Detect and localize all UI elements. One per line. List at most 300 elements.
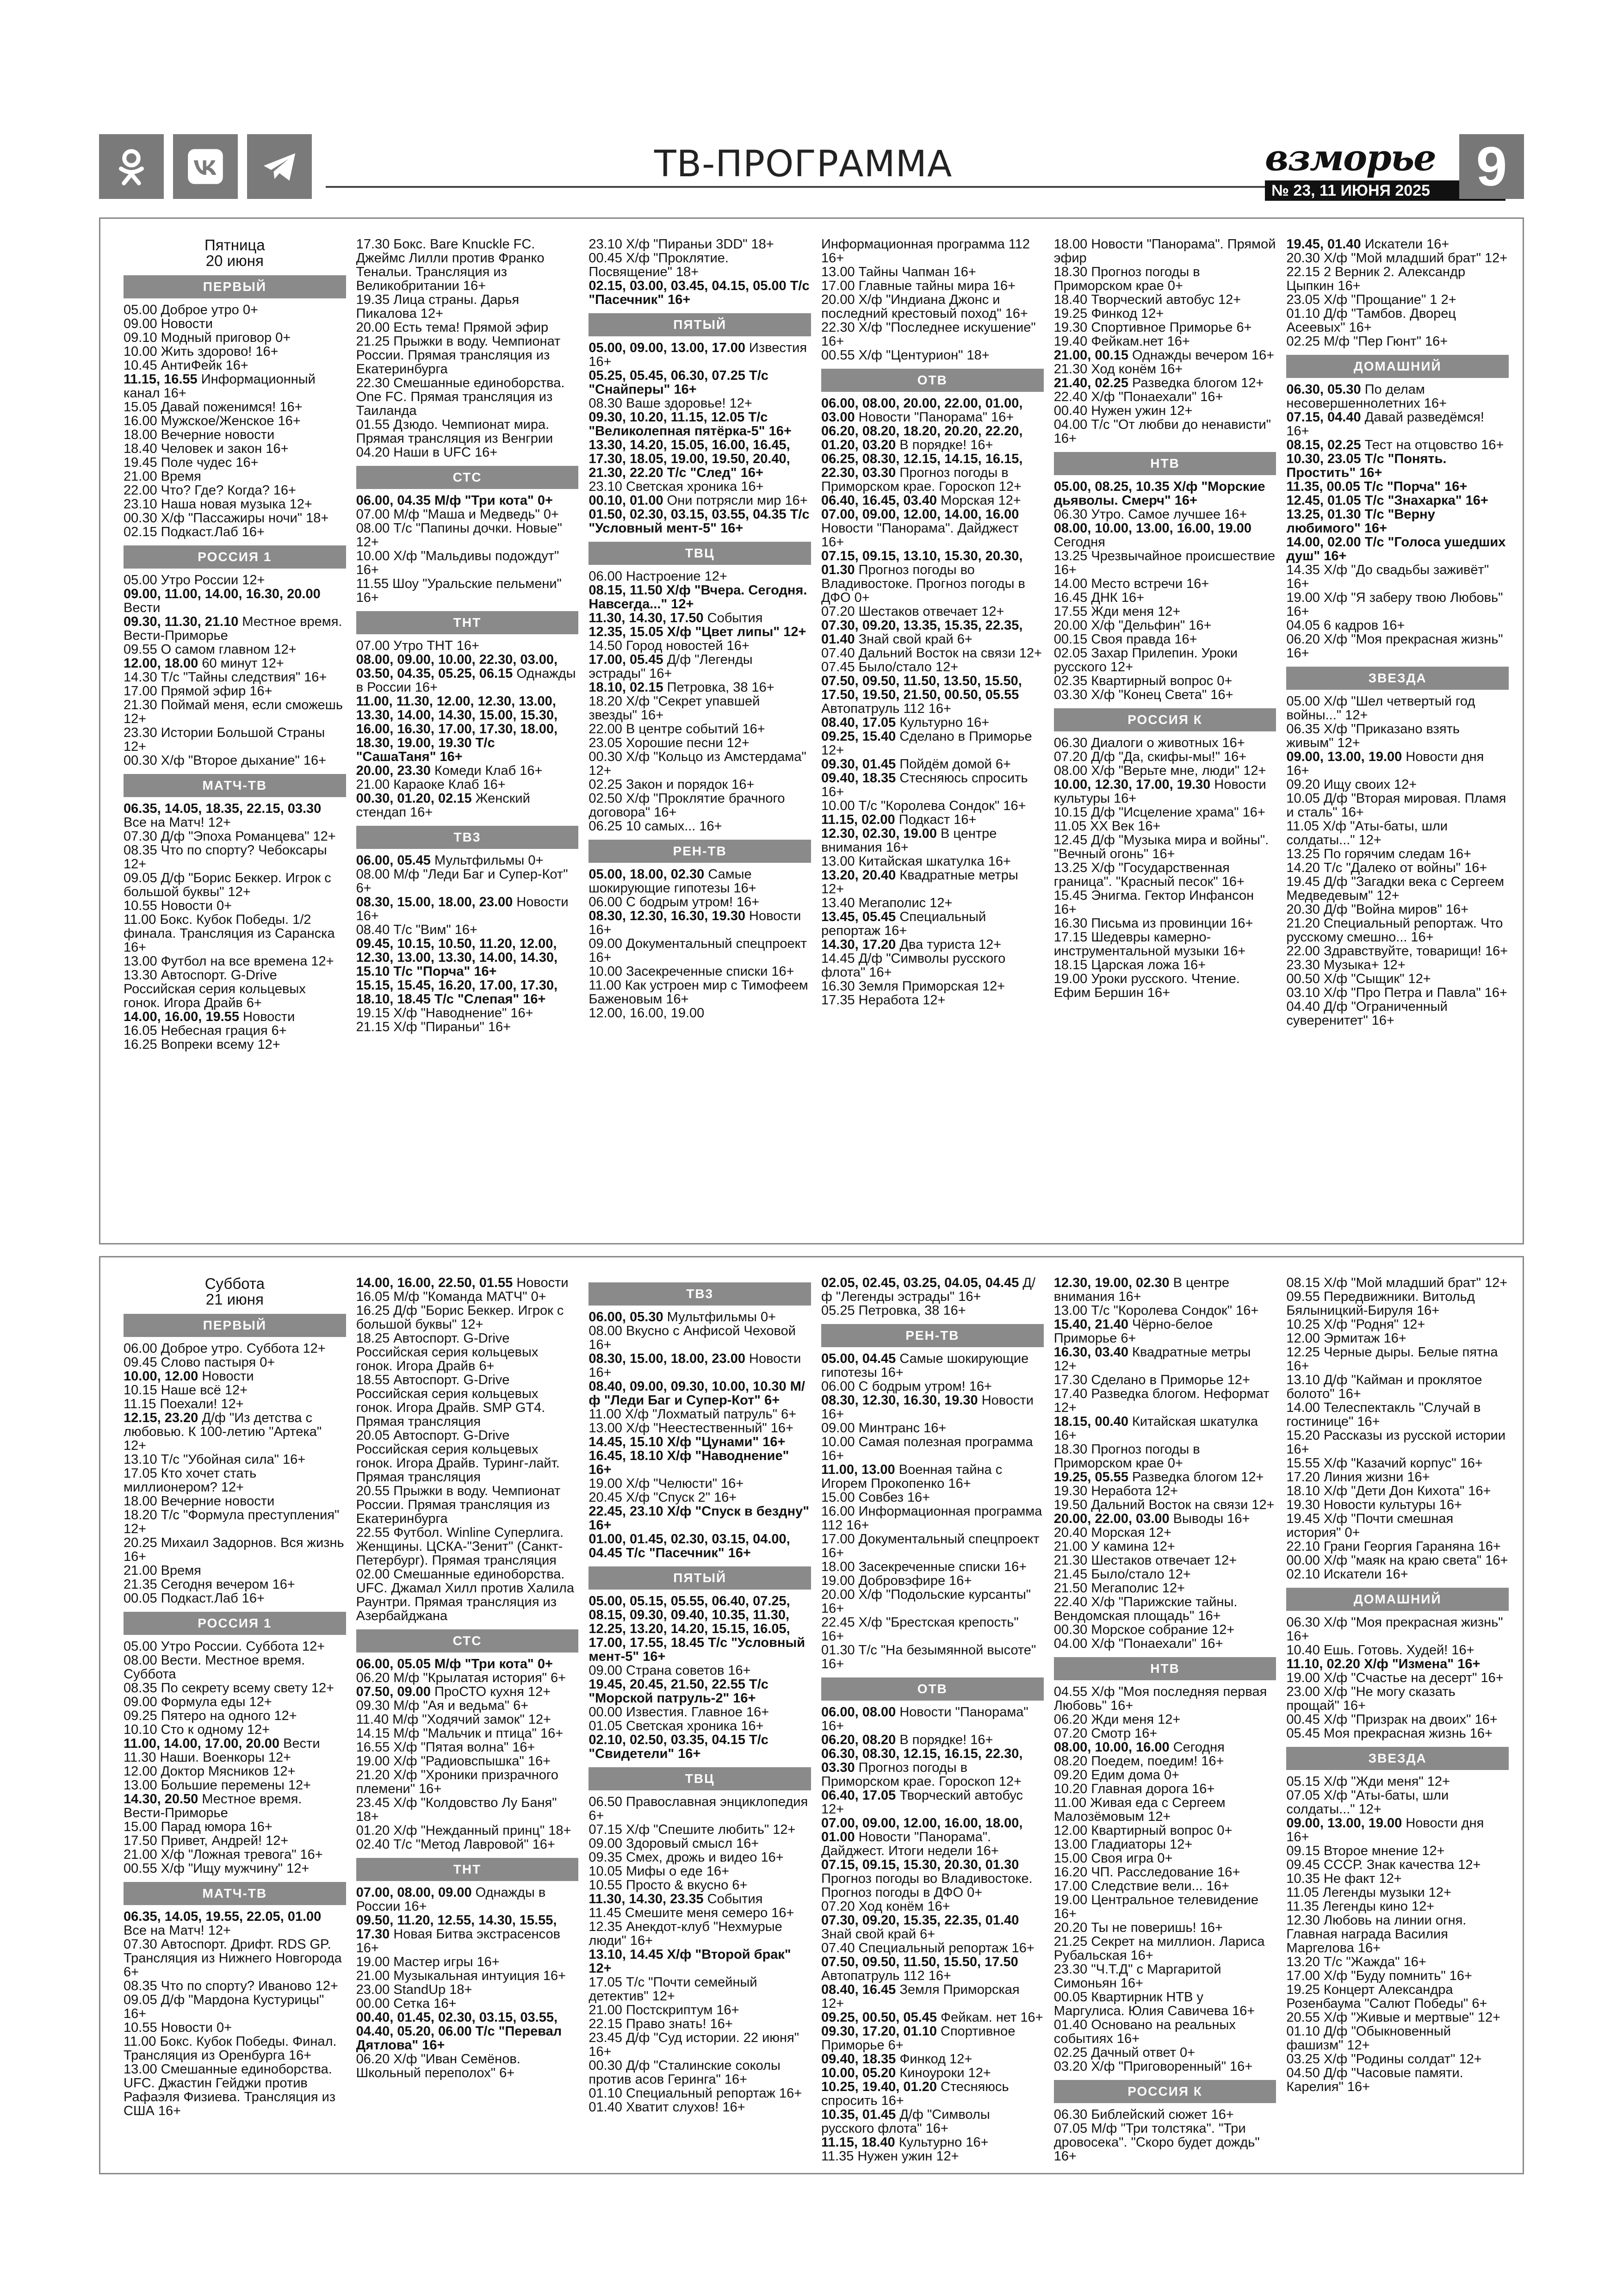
program-entry: 05.00 Х/ф "Шел четвертый год войны..." 12+ (1286, 694, 1475, 723)
program-entry: 07.30 Д/ф "Эпоха Романцева" 12+ (124, 829, 336, 844)
program-entry: 16.20 ЧП. Расследование 16+ (1053, 1865, 1240, 1880)
program-entry: 21.00 У камина 12+ (1053, 1539, 1175, 1554)
program-entry: 06.20 Х/ф "Иван Семёнов. Школьный переполох" 6+ (356, 2052, 520, 2080)
program-entry: 05.00, 08.25, 10.35 Х/ф "Морские дьяволы. Смерч" 16+ (1053, 479, 1265, 508)
program-entry: 06.30, 08.30, 12.15, 16.15, 22.30, 03.30 Прогноз погоды в Приморском крае. Гороскоп 12+ (821, 1746, 1023, 1789)
program-entry: 11.00 Х/ф "Лохматый патруль" 6+ (588, 1407, 797, 1422)
program-entry: 08.00 Вкусно с Анфисой Чеховой 16+ (588, 1324, 796, 1352)
program-entry: 09.55 Передвижники. Витольд Бялыницкий-Бируля 16+ (1286, 1289, 1475, 1318)
channel-header: ТНТ (356, 611, 579, 634)
program-entry: 09.30 М/ф "Ая и ведьма" 6+ (356, 1698, 529, 1713)
schedule-column (1054, 1276, 1276, 2164)
program-entry: 21.25 Прыжки в воду. Чемпионат России. Прямая трансляция из Екатеринбурга (356, 334, 561, 377)
program-entry: 09.30, 17.20, 01.10 Спортивное Приморье 6+ (821, 2024, 1016, 2053)
program-entry: 22.30 Смешанные единоборства. One FC. Прямая трансляция из Таиланда (356, 376, 565, 418)
program-entry: 12.30 Любовь на линии огня. Главная награда Василия Маргелова 16+ (1286, 1913, 1467, 1956)
program-entry: 08.00 Вести. Местное время. Суббота (124, 1653, 305, 1682)
program-entry: 21.50 Мегаполис 12+ (1053, 1581, 1185, 1596)
program-entry: 10.15 Наше всё 12+ (124, 1383, 248, 1398)
program-entry: 08.00 М/ф "Леди Баг и Супер-Кот" 6+ (356, 867, 568, 896)
schedule-column (356, 1276, 579, 2164)
channel-header: ТНТ (356, 1858, 579, 1881)
program-entry: 17.00 Следствие вели... 16+ (1053, 1879, 1229, 1894)
program-entry: 06.35, 14.05, 19.55, 22.05, 01.00 Все на Матч! 12+ (124, 1909, 322, 1938)
program-entry: 10.10 Сто к одному 12+ (124, 1722, 270, 1737)
program-entry: 07.20 Д/ф "Да, скифы-мы!" 16+ (1053, 749, 1247, 764)
program-entry: 20.40 Морская 12+ (1053, 1525, 1171, 1540)
channel-header: РЕН-ТВ (821, 1324, 1044, 1347)
program-entry: 03.25 Х/ф "Родины солдат" 12+ (1286, 2052, 1482, 2067)
program-entry: 11.15 Поехали! 12+ (124, 1397, 244, 1411)
program-entry: 03.10 Х/ф "Про Петра и Павла" 16+ (1286, 985, 1507, 1000)
telegram-icon[interactable] (247, 134, 312, 199)
program-entry: 15.00 Парад юмора 16+ (124, 1819, 273, 1834)
program-entry: 05.00, 04.45 Самые шокирующие гипотезы 16+ (821, 1351, 1029, 1380)
program-entry: 05.00 Доброе утро 0+ (124, 303, 258, 317)
program-entry: 20.20 Ты не поверишь! 16+ (1053, 1920, 1223, 1935)
program-entry: 09.00, 13.00, 19.00 Новости дня 16+ (1286, 1816, 1484, 1844)
program-entry: 02.25 Дачный ответ 0+ (1053, 2045, 1196, 2060)
program-entry: 07.15, 09.15, 15.30, 20.30, 01.30 Прогноз погоды во Владивостоке. Прогноз погоды в ДФО 0+ (821, 1857, 1033, 1900)
program-entry: 13.00 Футбол на все времена 12+ (124, 954, 334, 969)
program-entry: 06.00 С бодрым утром! 16+ (821, 1379, 992, 1394)
program-entry: 00.50 Х/ф "Сыщик" 12+ (1286, 972, 1431, 986)
program-entry: 00.45 Х/ф "Призрак на двоих" 16+ (1286, 1712, 1498, 1727)
program-entry: 11.05 XX Век 16+ (1053, 819, 1161, 834)
program-entry: 02.10 Искатели 16+ (1286, 1567, 1408, 1582)
program-entry: 21.15 Х/ф "Пираньи" 16+ (356, 1020, 511, 1034)
program-entry: 13.40 Мегаполис 12+ (821, 896, 953, 910)
program-entry: 13.20 Т/с "Жажда" 16+ (1286, 1955, 1426, 1969)
program-entry: 22.15 2 Верник 2. Александр Цыпкин 16+ (1286, 265, 1466, 293)
program-entry: 19.25, 05.55 Разведка блогом 12+ (1053, 1470, 1264, 1485)
program-entry: 07.20 Шестаков отвечает 12+ (821, 604, 1004, 619)
program-entry: 18.20 Х/ф "Секрет упавшей звезды" 16+ (588, 694, 760, 723)
program-entry: 08.00, 10.00, 13.00, 16.00, 19.00 Сегодня (1053, 521, 1251, 550)
program-entry: 04.40 Д/ф "Ограниченный суверенитет" 16+ (1286, 999, 1448, 1028)
program-entry: 19.50 Дальний Восток на связи 12+ (1053, 1498, 1275, 1512)
program-entry: 11.00, 14.00, 17.00, 20.00 Вести (124, 1736, 320, 1751)
program-entry: 23.30 "Ч.Т.Д" с Маргаритой Симоньян 16+ (1053, 1962, 1221, 1991)
program-entry: 22.00 Что? Где? Когда? 16+ (124, 483, 296, 498)
program-entry: 02.05 Захар Прилепин. Уроки русского 12+ (1053, 646, 1238, 675)
program-entry: 09.25 Пятеро на одного 12+ (124, 1708, 297, 1723)
program-entry: 23.30 Музыка+ 12+ (1286, 958, 1406, 972)
program-entry: 21.00 Время (124, 1563, 201, 1578)
program-entry: 06.00, 05.30 Мультфильмы 0+ (588, 1310, 776, 1324)
program-entry: 16.00 Информационная программа 112 16+ (821, 1504, 1042, 1533)
program-entry: 00.30 Х/ф "Второе дыхание" 16+ (124, 753, 327, 768)
vk-icon[interactable] (173, 134, 238, 199)
schedule-column (588, 237, 811, 1234)
program-entry: 12.30, 02.30, 19.00 В центре внимания 16+ (821, 826, 997, 855)
program-entry: 10.25 Х/ф "Родня" 12+ (1286, 1317, 1425, 1332)
schedule-columns (124, 237, 1509, 1234)
program-entry: 06.00, 04.35 М/ф "Три кота" 0+ (356, 493, 553, 508)
program-entry: 19.15 Х/ф "Наводнение" 16+ (356, 1006, 533, 1021)
channel-header: ТВЦ (588, 1767, 811, 1790)
program-entry: 18.40 Творческий автобус 12+ (1053, 292, 1241, 307)
program-entry: 09.00 Новости (124, 316, 213, 331)
program-entry: 17.00, 05.45 Д/ф "Легенды эстрады" 16+ (588, 652, 753, 681)
program-entry: 14.00 Место встречи 16+ (1053, 576, 1209, 591)
program-entry: 08.30 Ваше здоровье! 12+ (588, 396, 752, 411)
program-entry: 08.30, 15.00, 18.00, 23.00 Новости 16+ (588, 1351, 801, 1380)
program-entry: 18.00 Вечерние новости (124, 427, 275, 442)
program-entry: 01.00, 01.45, 02.30, 03.15, 04.00, 04.45 Т/с "Пасечник" 16+ (588, 1532, 790, 1560)
program-entry: 20.00, 22.00, 03.00 Выводы 16+ (1053, 1511, 1250, 1526)
program-entry: 21.30 Шестаков отвечает 12+ (1053, 1553, 1237, 1568)
program-entry: 13.25 По горячим следам 16+ (1286, 847, 1472, 861)
program-entry: 06.20, 08.20 В порядке! 16+ (821, 1733, 993, 1747)
program-entry: 07.00 Утро ТНТ 16+ (356, 638, 479, 653)
schedule-column (588, 1276, 811, 2164)
program-entry: 08.40, 09.00, 09.30, 10.00, 10.30 М/ф "Леди Баг и Супер-Кот" 6+ (588, 1379, 805, 1408)
program-entry: 14.00, 16.00, 22.50, 01.55 Новости (356, 1276, 569, 1290)
program-entry: 06.00, 08.00, 20.00, 22.00, 01.00, 03.00 Новости "Панорама" 16+ (821, 396, 1023, 425)
program-entry: 17.55 Жди меня 12+ (1053, 604, 1181, 619)
program-entry: 09.50, 11.20, 12.55, 14.30, 15.55, 17.30 Новая Битва экстрасенсов 16+ (356, 1913, 560, 1956)
channel-header: ДОМАШНИЙ (1286, 355, 1509, 378)
program-entry: 17.30 Бокс. Bare Knuckle FC. Джеймс Лилли против Франко Тенальи. Трансляция из Великобритании 16+ (356, 237, 545, 293)
program-entry: 18.30 Прогноз погоды в Приморском крае 0+ (1053, 1442, 1200, 1471)
program-entry: 01.10 Д/ф "Обыкновенный фашизм" 12+ (1286, 2024, 1451, 2053)
program-entry: 02.40 Т/с "Метод Лавровой" 16+ (356, 1837, 555, 1852)
program-entry: 16.45 ДНК 16+ (1053, 590, 1145, 605)
program-entry: 11.35 Легенды кино 12+ (1286, 1899, 1435, 1914)
program-entry: 00.30 Х/ф "Кольцо из Амстердама" 12+ (588, 749, 806, 778)
program-entry: 23.10 Х/ф "Пираньи 3DD" 18+ (588, 237, 774, 252)
program-entry: 09.25, 15.40 Сделано в Приморье 12+ (821, 729, 1032, 758)
program-entry: 11.10, 02.20 Х/ф "Измена" 16+ (1286, 1657, 1481, 1671)
program-entry: 08.00, 09.00, 10.00, 22.30, 03.00, 03.50, 04.35, 05.25, 06.15 Однажды в России 16+ (356, 652, 576, 695)
program-entry: 21.20 Х/ф "Хроники призрачного племени" 16+ (356, 1768, 558, 1796)
program-entry: 21.00, 00.15 Однажды вечером 16+ (1053, 348, 1275, 363)
program-entry: 12.00 Доктор Мясников 12+ (124, 1764, 296, 1779)
program-entry: 08.30, 12.30, 16.30, 19.30 Новости 16+ (588, 909, 801, 937)
program-entry: 11.40 М/ф "Ходячий замок" 12+ (356, 1712, 551, 1727)
program-entry: 06.35, 14.05, 18.35, 22.15, 03.30 Все на Матч! 12+ (124, 801, 322, 830)
channel-header: ПЯТЫЙ (588, 313, 811, 336)
program-entry: 12.00, 18.00 60 минут 12+ (124, 656, 284, 671)
program-entry: 20.05 Автоспорт. G-Drive Российская серия кольцевых гонок. Игора Драйв. Туринг-лайт. Прямая трансляция (356, 1428, 560, 1485)
program-entry: 06.30, 05.30 По делам несовершеннолетних 16+ (1286, 382, 1447, 411)
program-entry: 11.30, 14.30, 23.35 События (588, 1892, 763, 1906)
program-entry: 07.30, 09.20, 13.35, 15.35, 22.35, 01.40 Знай свой край 6+ (821, 618, 1023, 647)
program-entry: 01.55 Дзюдо. Чемпионат мира. Прямая трансляция из Венгрии (356, 417, 553, 446)
program-entry: 10.05 Д/ф "Вторая мировая. Пламя и сталь" 16+ (1286, 791, 1506, 820)
program-entry: 13.25 Х/ф "Государственная граница". "Красный песок" 16+ (1053, 860, 1245, 889)
program-entry: 04.50 Д/ф "Часовые памяти. Карелия" 16+ (1286, 2066, 1463, 2094)
program-entry: 10.35, 01.45 Д/ф "Символы русского флота" 16+ (821, 2107, 990, 2136)
program-entry: 07.05 М/ф "Три толстяка". "Три дровосека". "Скоро будет дождь" 16+ (1053, 2121, 1260, 2164)
program-entry: 13.30, 14.20, 15.05, 16.00, 16.45, 17.30, 18.05, 19.00, 19.50, 20.40, 21.30, 22.20 Т/с "След" 16+ (588, 438, 790, 480)
program-entry: 19.45 Поле чудес 16+ (124, 455, 259, 470)
program-entry: 19.45, 20.45, 21.50, 22.55 Т/с "Морской патруль-2" 16+ (588, 1677, 768, 1706)
program-entry: 10.40 Ешь. Готовь. Худей! 16+ (1286, 1643, 1474, 1658)
program-entry: 09.00 Страна советов 16+ (588, 1663, 751, 1678)
program-entry: 09.00 Здоровый смысл 16+ (588, 1836, 759, 1851)
program-entry: 06.30 Утро. Самое лучшее 16+ (1053, 507, 1247, 522)
program-entry: 06.35 Х/ф "Приказано взять живым" 12+ (1286, 722, 1460, 750)
program-entry: 08.00 Х/ф "Верьте мне, люди" 12+ (1053, 763, 1266, 778)
program-entry: 07.50, 09.50, 11.50, 15.50, 17.50 Автопатруль 112 16+ (821, 1955, 1018, 1983)
program-entry: 13.25, 01.30 Т/с "Верну любимого" 16+ (1286, 507, 1435, 536)
program-entry: 19.00 Х/ф "Радиовспышка" 16+ (356, 1754, 551, 1769)
schedule-column (821, 237, 1044, 1234)
program-entry: 05.00, 09.00, 13.00, 17.00 Известия 16+ (588, 340, 807, 369)
program-entry: 14.30, 17.20 Два туриста 12+ (821, 937, 1002, 952)
program-entry: 10.00 Т/с "Королева Сондок" 16+ (821, 798, 1026, 813)
program-entry: 11.35 Нужен ужин 12+ (821, 2149, 959, 2164)
program-entry: 10.00, 12.00 Новости (124, 1369, 254, 1384)
program-entry: 08.35 По секрету всему свету 12+ (124, 1681, 335, 1696)
program-entry: 14.35 Х/ф "До свадьбы заживёт" 16+ (1286, 563, 1489, 591)
program-entry: 22.00 В центре событий 16+ (588, 722, 765, 736)
program-entry: 23.10 Наша новая музыка 12+ (124, 497, 312, 512)
channel-header: ПЯТЫЙ (588, 1566, 811, 1590)
program-entry: 20.00 Х/ф "Индиана Джонс и последний крестовый поход" 16+ (821, 292, 1028, 321)
channel-header: НТВ (1054, 452, 1276, 475)
program-entry: 09.55 О самом главном 12+ (124, 642, 297, 657)
program-entry: 06.00 Настроение 12+ (588, 569, 727, 584)
program-entry: 19.25 Концерт Александра Розенбаума "Салют Победы" 6+ (1286, 1982, 1487, 2011)
section-title: ТВ-ПРОГРАММА (654, 143, 953, 185)
day-block-friday (99, 217, 1524, 1244)
program-entry: 00.00 Известия. Главное 16+ (588, 1705, 769, 1720)
program-entry: 08.40, 16.45 Земля Приморская 12+ (821, 1982, 1020, 2011)
program-entry: 20.00 Х/ф "Подольские курсанты" 16+ (821, 1587, 1031, 1616)
program-entry: 12.00 Эрмитаж 16+ (1286, 1331, 1406, 1346)
program-entry: 14.30, 20.50 Местное время. Вести-Приморье (124, 1792, 302, 1820)
channel-header: НТВ (1054, 1657, 1276, 1680)
program-entry: 05.00, 18.00, 02.30 Самые шокирующие гипотезы 16+ (588, 867, 756, 896)
program-entry: 05.00 Утро России 12+ (124, 573, 265, 588)
program-entry: 10.55 Новости 0+ (124, 2020, 232, 2035)
program-entry: 22.10 Грани Георгия Гараняна 16+ (1286, 1539, 1501, 1554)
program-entry: 02.50 Х/ф "Проклятие брачного договора" 16+ (588, 791, 785, 820)
schedule-column (1286, 1276, 1509, 2164)
program-entry: 07.00, 08.00, 09.00 Однажды в России 16+ (356, 1885, 546, 1914)
program-entry: 22.45 Х/ф "Брестская крепость" 16+ (821, 1615, 1019, 1644)
program-entry: 10.25, 19.40, 01.20 Стесняюсь спросить 16+ (821, 2079, 1009, 2108)
program-entry: 04.00 Т/с "От любви до ненависти" 16+ (1053, 417, 1271, 446)
program-entry: 00.05 Квартирник НТВ у Маргулиса. Юлия Савичева 16+ (1053, 1990, 1255, 2018)
program-entry: 13.00 Китайская шкатулка 16+ (821, 854, 1011, 869)
program-entry: 10.20 Главная дорога 16+ (1053, 1782, 1215, 1796)
program-entry: 18.10 Х/ф "Дети Дон Кихота" 16+ (1286, 1484, 1491, 1498)
program-entry: 19.25 Финкод 12+ (1053, 306, 1164, 321)
program-entry: 00.15 Своя правда 16+ (1053, 632, 1197, 647)
program-entry: 08.30, 15.00, 18.00, 23.00 Новости 16+ (356, 895, 569, 923)
program-entry: 08.40, 17.05 Культурно 16+ (821, 715, 990, 730)
program-entry: 02.35 Квартирный вопрос 0+ (1053, 674, 1233, 688)
program-entry: 09.25, 00.50, 05.45 Фейкам. нет 16+ (821, 2010, 1043, 2025)
program-entry: 22.40 Х/ф "Парижские тайны. Вендомская площадь" 16+ (1053, 1595, 1238, 1623)
program-entry: 13.00 Смешанные единоборства. UFC. Джастин Гейджи против Рафаэля Физиева. Трансляция из США 16+ (124, 2062, 336, 2118)
program-entry: 09.20 Ищу своих 12+ (1286, 777, 1417, 792)
program-entry: 16.05 Небесная грация 6+ (124, 1023, 287, 1038)
program-entry: 17.20 Линия жизни 16+ (1286, 1470, 1430, 1485)
schedule-column (821, 1276, 1044, 2164)
program-entry: 07.50, 09.50, 11.50, 13.50, 15.50, 17.50, 19.50, 21.50, 00.50, 05.55 Автопатруль 112 16+ (821, 674, 1022, 716)
program-entry: 18.25 Автоспорт. G-Drive Российская серия кольцевых гонок. Игора Драйв 6+ (356, 1331, 539, 1374)
program-entry: 18.20 Т/с "Формула преступления" 12+ (124, 1508, 340, 1536)
program-entry: 14.00, 16.00, 19.55 Новости (124, 1009, 295, 1024)
program-entry: 19.00 Х/ф "Я заберу твою Любовь" 16+ (1286, 590, 1503, 619)
program-entry: 19.00 Уроки русского. Чтение. Ефим Бершин 16+ (1053, 972, 1240, 1000)
program-entry: 10.30, 23.05 Т/с "Понять. Простить" 16+ (1286, 452, 1447, 480)
program-entry: 20.55 Х/ф "Живые и мертвые" 12+ (1286, 2010, 1501, 2025)
program-entry: 15.45 Энигма. Гектор Инфансон 16+ (1053, 888, 1254, 917)
program-entry: 08.35 Что по спорту? Чебоксары 12+ (124, 843, 327, 872)
program-entry: 16.25 Вопреки всему 12+ (124, 1037, 280, 1052)
program-entry: 10.00, 12.30, 17.00, 19.30 Новости культуры 16+ (1053, 777, 1266, 806)
schedule-column (1286, 237, 1509, 1234)
program-entry: 01.40 Основано на реальных событиях 16+ (1053, 2018, 1236, 2046)
program-entry: 21.30 Поймай меня, если сможешь 12+ (124, 698, 343, 726)
program-entry: 11.00, 13.00 Военная тайна с Игорем Прокопенко 16+ (821, 1462, 1003, 1491)
program-entry: 23.30 Истории Большой Страны 12+ (124, 725, 325, 754)
program-entry: 11.15, 02.00 Подкаст 16+ (821, 812, 977, 827)
program-entry: 04.20 Наши в UFC 16+ (356, 445, 498, 460)
program-entry: 12.45, 01.05 Т/с "Знахарка" 16+ (1286, 493, 1488, 508)
program-entry: 11.05 Х/ф "Аты-баты, шли солдаты..." 12+ (1286, 819, 1448, 848)
program-entry: 10.00 Засекреченные списки 16+ (588, 964, 794, 979)
program-entry: 07.05 Х/ф "Аты-баты, шли солдаты..." 12+ (1286, 1788, 1449, 1817)
program-entry: 18.00 Новости "Панорама". Прямой эфир (1053, 237, 1276, 266)
program-entry: 23.05 Хорошие песни 12+ (588, 736, 750, 750)
program-entry: 11.45 Смешите меня семеро 16+ (588, 1906, 794, 1920)
program-entry: 08.30, 12.30, 16.30, 19.30 Новости 16+ (821, 1393, 1034, 1422)
program-entry: 14.15 М/ф "Мальчик и птица" 16+ (356, 1726, 564, 1741)
program-entry: 01.10 Специальный репортаж 16+ (588, 2086, 802, 2101)
program-entry: 18.40 Человек и закон 16+ (124, 441, 289, 456)
program-entry: 15.15, 15.45, 16.20, 17.00, 17.30, 18.10, 18.45 Т/с "Слепая" 16+ (356, 978, 558, 1007)
program-entry: 07.20 Ход конём 16+ (821, 1899, 950, 1914)
program-entry: 08.00 Т/с "Папины дочки. Новые" 12+ (356, 521, 562, 550)
program-entry: 09.15 Второе мнение 12+ (1286, 1844, 1445, 1858)
program-entry: 18.10, 02.15 Петровка, 38 16+ (588, 680, 774, 695)
program-entry: 19.00 Добровэфире 16+ (821, 1573, 972, 1588)
program-entry: 17.00 Х/ф "Буду помнить" 16+ (1286, 1968, 1472, 1983)
program-entry: 13.10 Т/с "Убойная сила" 16+ (124, 1452, 306, 1467)
program-entry: 08.15, 11.50 Х/ф "Вчера. Сегодня. Навсегда..." 12+ (588, 583, 807, 612)
channel-header: ЗВЕЗДА (1286, 667, 1509, 690)
program-entry: 06.25, 08.30, 12.15, 14.15, 16.15, 22.30, 03.30 Прогноз погоды в Приморском крае. Гороскоп 12+ (821, 452, 1023, 494)
program-entry: 11.05 Легенды музыки 12+ (1286, 1885, 1451, 1900)
program-entry: 05.45 Моя прекрасная жизнь 16+ (1286, 1726, 1493, 1741)
program-entry: 11.30, 14.30, 17.50 События (588, 611, 763, 625)
program-entry: 10.55 Просто & вкусно 6+ (588, 1878, 748, 1893)
program-entry: 17.00 Документальный спецпроект 16+ (821, 1532, 1040, 1560)
program-entry: 16.30, 03.40 Квадратные метры 12+ (1053, 1345, 1251, 1374)
channel-header: ТВЦ (588, 542, 811, 565)
program-entry: 09.20 Едим дома 0+ (1053, 1768, 1180, 1782)
channel-header: ДОМАШНИЙ (1286, 1588, 1509, 1611)
schedule-column (356, 237, 579, 1234)
channel-header: РОССИЯ К (1054, 2080, 1276, 2103)
program-entry: 00.10, 01.00 Они потрясли мир 16+ (588, 493, 808, 508)
program-entry: 11.55 Шоу "Уральские пельмени" 16+ (356, 576, 562, 605)
program-entry: 23.00 Х/ф "Не могу сказать прощай" 16+ (1286, 1684, 1456, 1713)
program-entry: 06.20 Жди меня 12+ (1053, 1712, 1181, 1727)
channel-header: ПЕРВЫЙ (124, 1314, 346, 1337)
program-entry: 12.00, 16.00, 19.00 (588, 1006, 705, 1021)
program-entry: Информационная программа 112 16+ (821, 237, 1030, 266)
program-entry: 17.05 Т/с "Почти семейный детектив" 12+ (588, 1975, 757, 2004)
odnoklassniki-icon[interactable] (99, 134, 164, 199)
program-entry: 13.45, 05.45 Специальный репортаж 16+ (821, 910, 986, 938)
program-entry: 07.30, 09.20, 15.35, 22.35, 01.40 Знай свой край 6+ (821, 1913, 1019, 1942)
program-entry: 04.05 6 кадров 16+ (1286, 618, 1405, 633)
program-entry: 05.15 Х/ф "Жди меня" 12+ (1286, 1774, 1450, 1789)
program-entry: 01.20 Х/ф "Нежданный принц" 18+ (356, 1823, 571, 1838)
program-entry: 23.10 Светская хроника 16+ (588, 479, 764, 494)
day-block-saturday (99, 1256, 1524, 2174)
program-entry: 19.30 Неработа 12+ (1053, 1484, 1178, 1498)
program-entry: 06.00, 05.45 Мультфильмы 0+ (356, 853, 544, 868)
channel-header: ТВ3 (588, 1282, 811, 1306)
program-entry: 07.40 Дальний Восток на связи 12+ (821, 646, 1042, 661)
program-entry: 02.15 Подкаст.Лаб 16+ (124, 525, 265, 539)
program-entry: 09.05 Д/ф "Мардона Кустурицы" 16+ (124, 1993, 324, 2021)
program-entry: 19.45 Х/ф "Почти смешная история" 0+ (1286, 1511, 1454, 1540)
program-entry: 09.00 Документальный спецпроект 16+ (588, 936, 807, 965)
program-entry: 09.30, 11.30, 21.10 Местное время. Вести-Приморье (124, 614, 342, 643)
schedule-column (1054, 237, 1276, 1234)
program-entry: 11.00 Бокс. Кубок Победы. Финал. Трансляция из Оренбурга 16+ (124, 2034, 337, 2063)
program-entry: 07.00 М/ф "Маша и Медведь" 0+ (356, 507, 559, 522)
program-entry: 09.30, 10.20, 11.15, 12.05 Т/с "Великолепная пятёрка-5" 16+ (588, 410, 792, 439)
program-entry: 01.05 Светская хроника 16+ (588, 1719, 764, 1733)
program-entry: 02.05, 02.45, 03.25, 04.05, 04.45 Д/ф "Легенды эстрады" 16+ (821, 1276, 1036, 1304)
program-entry: 19.00 Мастер игры 16+ (356, 1955, 500, 1969)
program-entry: 10.35 Не факт 12+ (1286, 1871, 1402, 1886)
page-header (99, 134, 1524, 204)
program-entry: 13.10, 14.45 Х/ф "Второй брак" 12+ (588, 1947, 791, 1976)
program-entry: 21.45 Было/стало 12+ (1053, 1567, 1191, 1582)
program-entry: 18.15, 00.40 Китайская шкатулка 16+ (1053, 1414, 1258, 1443)
program-entry: 05.25 Петровка, 38 16+ (821, 1303, 966, 1318)
program-entry: 14.20 Т/с "Далеко от войны" 16+ (1286, 860, 1487, 875)
channel-header: ЗВЕЗДА (1286, 1747, 1509, 1770)
program-entry: 06.20, 08.20, 18.20, 20.20, 22.20, 01.20, 03.20 В порядке! 16+ (821, 424, 1023, 452)
program-entry: 22.55 Футбол. Winline Суперлига. Женщины. ЦСКА-"Зенит" (Санкт-Петербург). Прямая трансляция (356, 1525, 564, 1568)
program-entry: 15.00 Совбез 16+ (821, 1490, 930, 1505)
program-entry: 06.40, 17.05 Творческий автобус 12+ (821, 1788, 1023, 1817)
program-entry: 10.15 Д/ф "Исцеление храма" 16+ (1053, 805, 1265, 820)
program-entry: 00.55 Х/ф "Центурион" 18+ (821, 348, 990, 363)
program-entry: 00.30 Д/ф "Сталинские соколы против асов Геринга" 16+ (588, 2058, 781, 2087)
channel-header: МАТЧ-ТВ (124, 774, 346, 797)
program-entry: 10.55 Новости 0+ (124, 898, 232, 913)
program-entry: 13.00 Т/с "Королева Сондок" 16+ (1053, 1303, 1259, 1318)
program-entry: 06.00 С бодрым утром! 16+ (588, 895, 760, 910)
program-entry: 13.00 Гладиаторы 12+ (1053, 1837, 1193, 1852)
program-entry: 00.40 Нужен ужин 12+ (1053, 403, 1193, 418)
channel-header: МАТЧ-ТВ (124, 1882, 346, 1905)
program-entry: 21.00 Время (124, 469, 201, 484)
channel-header: ТВ3 (356, 826, 579, 849)
program-entry: 19.35 Лица страны. Дарья Пикалова 12+ (356, 292, 520, 321)
program-entry: 09.40, 18.35 Стесняюсь спросить 16+ (821, 771, 1028, 799)
channel-header: СТС (356, 1629, 579, 1652)
program-entry: 08.20 Поедем, поедим! 16+ (1053, 1754, 1224, 1769)
program-entry: 16.30 Письма из провинции 16+ (1053, 916, 1253, 931)
program-entry: 12.30, 19.00, 02.30 В центре внимания 16+ (1053, 1276, 1230, 1304)
program-entry: 22.40 Х/ф "Понаехали" 16+ (1053, 390, 1223, 404)
